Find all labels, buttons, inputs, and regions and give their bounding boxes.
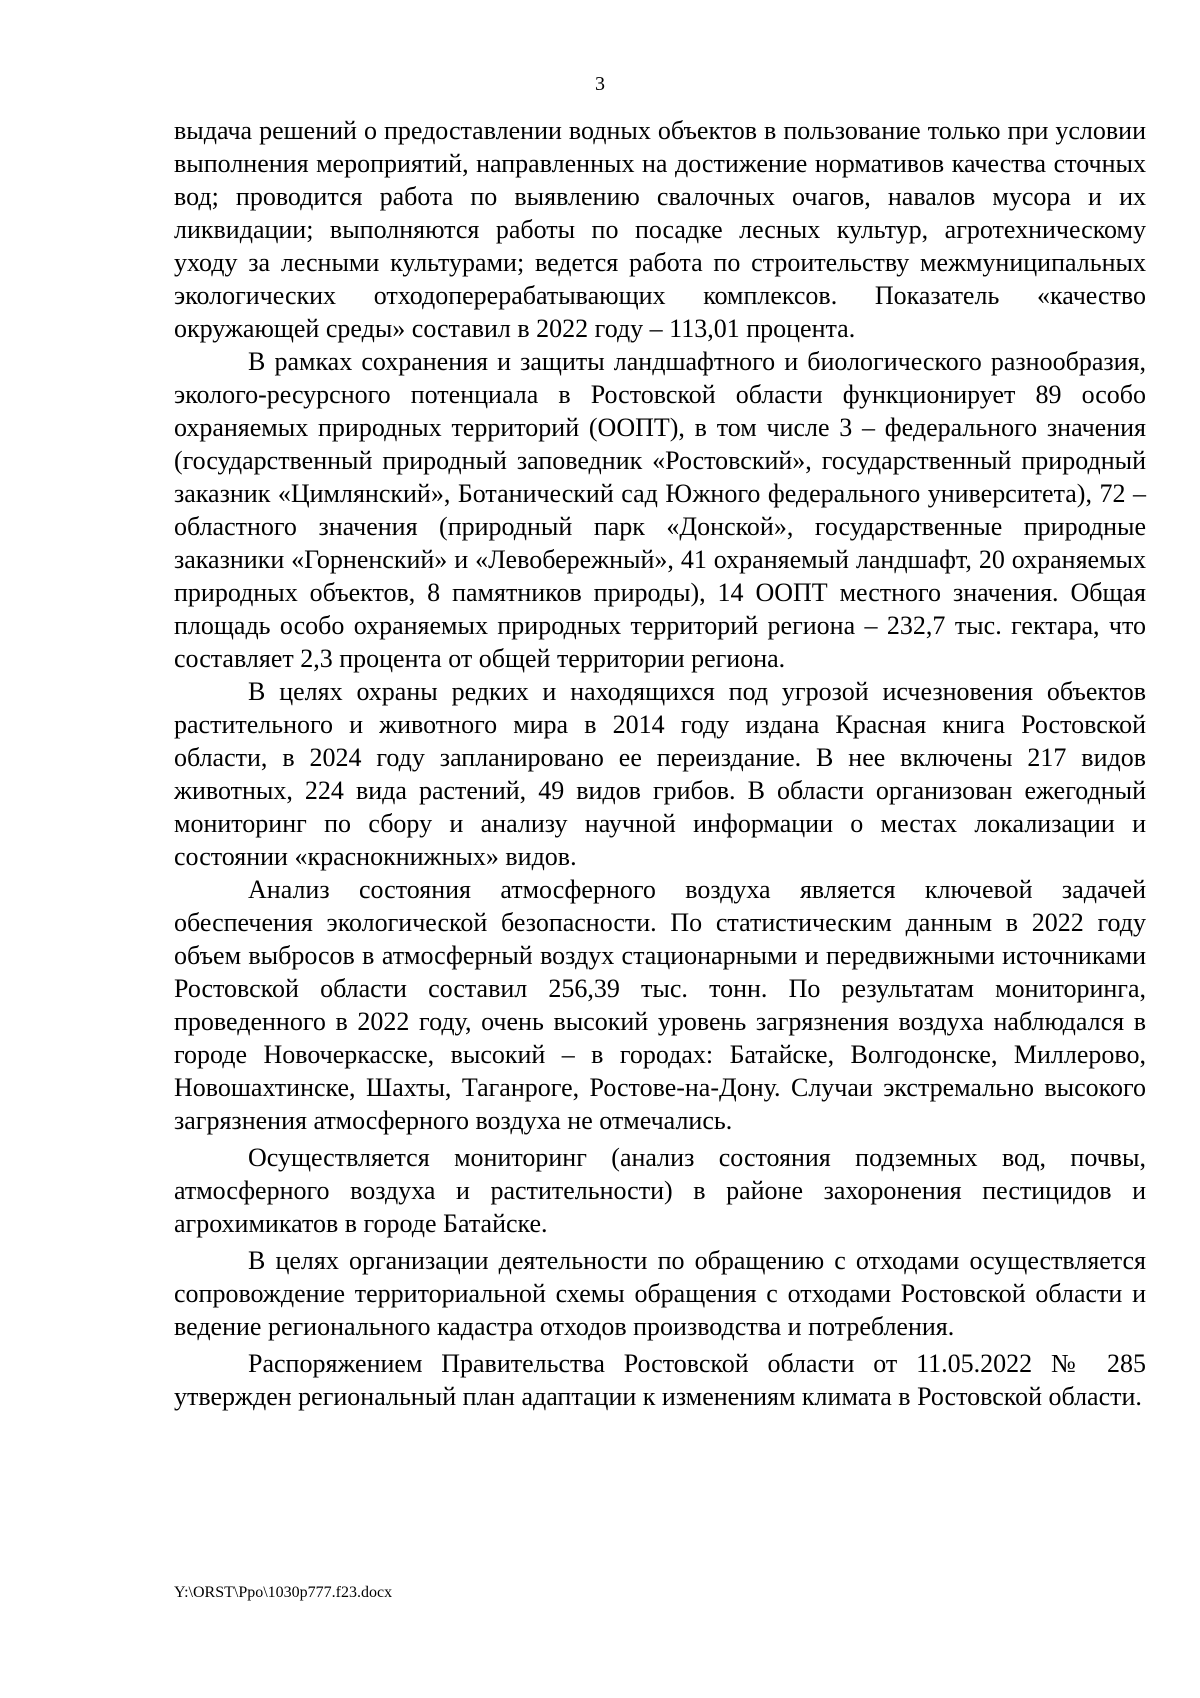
paragraph-air-quality: Анализ состояния атмосферного воздуха является ключевой задачей обеспечения экологической безопасности. По статистическим данным в 2022 году объем выбросов в атмосферный воздух стационарными и передвижными источниками Ростовской области составил 256,39 тыс. тонн. По результатам мониторинга, проведенного в 2022 году, очень высокий уровень загрязнения воздуха наблюдался в городе Новочеркасске, высокий – в городах: Батайске, Волгодонске, Миллерово, Новошахтинске, Шахты, Таганроге, Ростове-на-Дону. Случаи экстремально высокого загрязнения атмосферного воздуха не отмечались. (174, 875, 1146, 1135)
paragraph-water-objects: выдача решений о предоставлении водных объектов в пользование только при условии выполнения мероприятий, направленных на достижение нормативов качества сточных вод; проводится работа по выявлению свалочных очагов, навалов мусора и их ликвидации; выполняются работы по посадке лесных культур, агротехническому уходу за лесными культурами; ведется работа по строительству межмуниципальных экологических отходоперерабатывающих комплексов. Показатель «качество окружающей среды» составил в 2022 году – 113,01 процента. (174, 116, 1146, 343)
paragraph-red-book: В целях охраны редких и находящихся под угрозой исчезновения объектов растительного и животного мира в 2014 году издана Красная книга Ростовской области, в 2024 году запланировано ее переиздание. В нее включены 217 видов животных, 224 вида растений, 49 видов грибов. В области организован ежегодный мониторинг по сбору и анализу научной информации о местах локализации и состоянии «краснокнижных» видов. (174, 677, 1146, 871)
paragraph-climate-adaptation: Распоряжением Правительства Ростовской области от 11.05.2022 № 285 утвержден региональный план адаптации к изменениям климата в Ростовской области. (174, 1349, 1146, 1411)
footer-file-path: Y:\ORST\Ppo\1030p777.f23.docx (174, 1584, 393, 1601)
paragraph-waste-management: В целях организации деятельности по обращению с отходами осуществляется сопровождение территориальной схемы обращения с отходами Ростовской области и ведение регионального кадастра отходов производства и потребления. (174, 1246, 1146, 1341)
page-number: 3 (595, 73, 605, 95)
paragraph-protected-areas: В рамках сохранения и защиты ландшафтного и биологического разнообразия, эколого-ресурсного потенциала в Ростовской области функционирует 89 особо охраняемых природных территорий (ООПТ), в том числе 3 – федерального значения (государственный природный заповедник «Ростовский», государственный природный заказник «Цимлянский», Ботанический сад Южного федерального университета), 72 – областного значения (природный парк «Донской», государственные природные заказники «Горненский» и «Левобережный», 41 охраняемый ландшафт, 20 охраняемых природных объектов, 8 памятников природы), 14 ООПТ местного значения. Общая площадь особо охраняемых природных территорий региона – 232,7 тыс. гектара, что составляет 2,3 процента от общей территории региона. (174, 347, 1146, 673)
document-body (174, 114, 1146, 1413)
paragraph-pesticide-monitoring: Осуществляется мониторинг (анализ состояния подземных вод, почвы, атмосферного воздуха и растительности) в районе захоронения пестицидов и агрохимикатов в городе Батайске. (174, 1143, 1146, 1238)
